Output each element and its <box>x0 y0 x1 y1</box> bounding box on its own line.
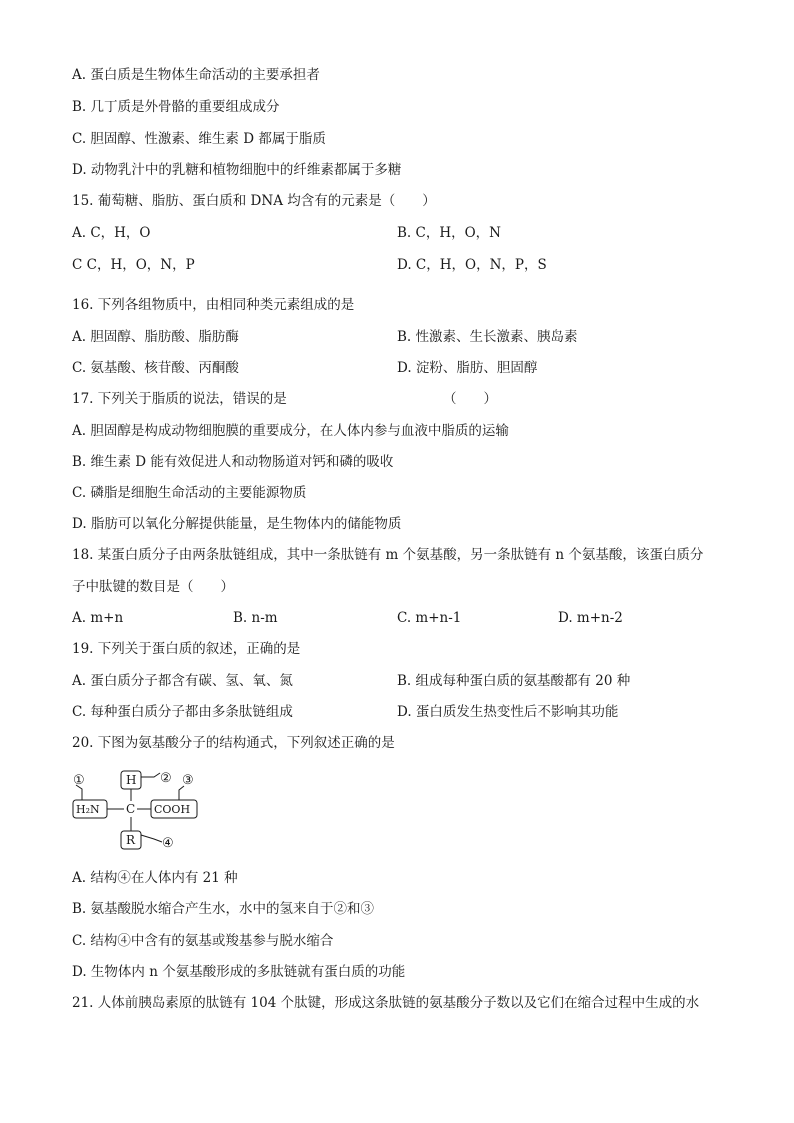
q17-option-c: C. 磷脂是细胞生命活动的主要能源物质 <box>72 485 307 501</box>
q16-option-b: B. 性激素、生长激素、胰岛素 <box>397 329 578 345</box>
q18-stem-line1: 18. 某蛋白质分子由两条肽链组成，其中一条肽链有 m 个氨基酸，另一条肽链有 n 个氨基酸，该蛋白质分 <box>72 547 704 563</box>
q17-option-b: B. 维生素 D 能有效促进人和动物肠道对钙和磷的吸收 <box>72 454 394 470</box>
q14-option-b: B. 几丁质是外骨骼的重要组成成分 <box>72 99 280 115</box>
r-group-label: R <box>126 833 136 847</box>
q20-option-a: A. 结构④在人体内有 21 种 <box>72 870 238 886</box>
q17-option-a: A. 胆固醇是构成动物细胞膜的重要成分，在人体内参与血液中脂质的运输 <box>72 423 509 439</box>
q15-option-c: C C，H，O，N，P <box>72 257 195 273</box>
q16-option-a: A. 胆固醇、脂肪酸、脂肪酶 <box>72 329 239 345</box>
q21-stem: 21. 人体前胰岛素原的肽链有 104 个肽键，形成这条肽链的氨基酸分子数以及它们在缩合过程中生成的水 <box>72 995 700 1011</box>
q17-option-d: D. 脂肪可以氧化分解提供能量，是生物体内的储能物质 <box>72 516 402 532</box>
q19-option-c: C. 每种蛋白质分子都由多条肽链组成 <box>72 704 293 720</box>
q19-option-a: A. 蛋白质分子都含有碳、氢、氧、氮 <box>72 673 293 689</box>
q18-option-b: B. n-m <box>233 610 278 626</box>
q19-stem: 19. 下列关于蛋白质的叙述，正确的是 <box>72 641 301 657</box>
q18-stem-line2: 子中肽键的数目是（ ） <box>72 579 234 595</box>
q19-option-d: D. 蛋白质发生热变性后不影响其功能 <box>397 704 619 720</box>
q15-stem: 15. 葡萄糖、脂肪、蛋白质和 DNA 均含有的元素是（ ） <box>72 193 436 209</box>
marker-2: ② <box>160 771 172 786</box>
q18-option-d: D. m+n-2 <box>558 610 623 626</box>
q16-stem: 16. 下列各组物质中，由相同种类元素组成的是 <box>72 297 355 313</box>
q20-option-d: D. 生物体内 n 个氨基酸形成的多肽链就有蛋白质的功能 <box>72 964 406 980</box>
q16-option-d: D. 淀粉、脂肪、胆固醇 <box>397 360 538 376</box>
q17-answer-paren: （ ） <box>443 391 497 407</box>
q18-option-c: C. m+n-1 <box>397 610 462 626</box>
q20-option-c: C. 结构④中含有的氨基或羧基参与脱水缩合 <box>72 933 334 949</box>
q14-option-c: C. 胆固醇、性激素、维生素 D 都属于脂质 <box>72 131 326 147</box>
marker-4: ④ <box>162 836 174 851</box>
marker-3: ③ <box>182 773 194 788</box>
q17-stem: 17. 下列关于脂质的说法，错误的是 <box>72 391 287 407</box>
q16-option-c: C. 氨基酸、核苷酸、丙酮酸 <box>72 360 239 376</box>
cooh-label: COOH <box>154 803 191 816</box>
alpha-carbon-label: C <box>126 802 136 816</box>
marker-1: ① <box>73 773 85 788</box>
h2n-label: H₂N <box>76 803 100 816</box>
q15-option-b: B. C，H，O，N <box>397 225 501 241</box>
q14-option-a: A. 蛋白质是生物体生命活动的主要承担者 <box>72 67 320 83</box>
q19-option-b: B. 组成每种蛋白质的氨基酸都有 20 种 <box>397 673 631 689</box>
q14-option-d: D. 动物乳汁中的乳糖和植物细胞中的纤维素都属于多糖 <box>72 162 402 178</box>
q15-option-d: D. C，H，O，N，P，S <box>397 257 547 273</box>
q20-option-b: B. 氨基酸脱水缩合产生水，水中的氢来自于②和③ <box>72 901 375 917</box>
q18-option-a: A. m+n <box>72 610 124 626</box>
q20-stem: 20. 下图为氨基酸分子的结构通式，下列叙述正确的是 <box>72 735 395 751</box>
hydrogen-label: H <box>126 773 137 787</box>
amino-acid-structure-diagram <box>70 765 220 855</box>
q15-option-a: A. C，H，O <box>72 225 151 241</box>
